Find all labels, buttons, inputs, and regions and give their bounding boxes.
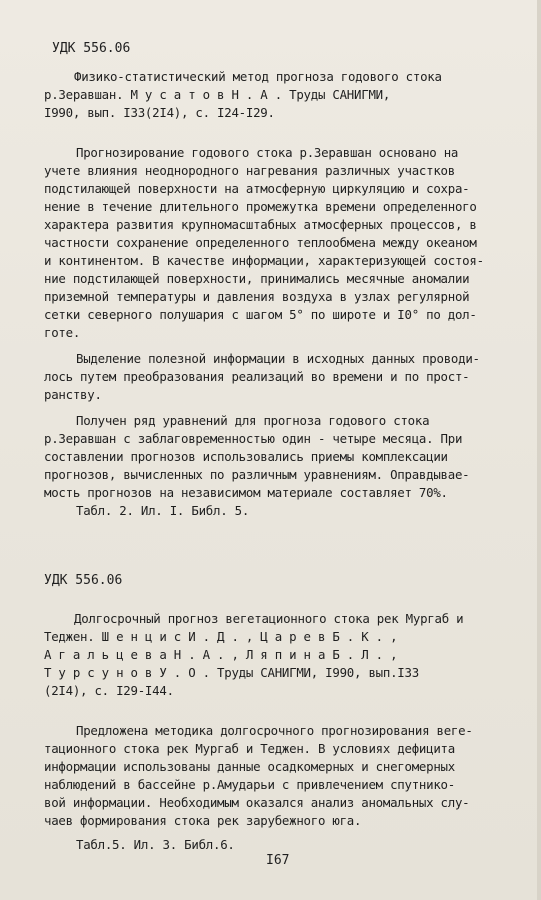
abstract-1-paragraph-2 <box>44 350 519 404</box>
citation-2-line: Т у р с у н о в У . О . Труды САНИГМИ, I990, вып.I33 <box>44 665 419 680</box>
references-2: Табл.5. Ил. 3. Библ.6. <box>76 837 235 852</box>
citation-2-line: (2I4), с. I29-I44. <box>44 683 174 698</box>
text-line: мость прогнозов на независимом материале составляет 70%. <box>44 485 448 500</box>
text-line: учете влияния неоднородного нагревания различных участков <box>44 163 455 178</box>
text-line: р.Зеравшан с заблаговременностью один - четыре месяца. При <box>44 431 463 446</box>
citation-2-line: Долгосрочный прогноз вегетационного стока рек Мургаб и <box>74 611 464 626</box>
text-line: Получен ряд уравнений для прогноза годового стока <box>76 413 430 428</box>
text-line: Прогнозирование годового стока р.Зеравшан основано на <box>76 145 459 160</box>
text-line: частности сохранение определенного теплообмена между океаном <box>44 235 477 250</box>
text-line: прогнозов, вычисленных по различным уравнениям. Оправдывае- <box>44 467 470 482</box>
text-line: тационного стока рек Мургаб и Теджен. В условиях дефицита <box>44 741 455 756</box>
udk-code-2: УДК 556.06 <box>44 573 123 588</box>
citation-1 <box>44 68 519 122</box>
text-line: Предложена методика долгосрочного прогнозирования веге- <box>76 723 473 738</box>
citation-1-line: р.Зеравшан. М у с а т о в Н . А . Труды САНИГМИ, <box>44 87 391 102</box>
citation-1-line: I990, вып. I33(2I4), с. I24-I29. <box>44 105 275 120</box>
text-line: чаев формирования стока рек зарубежного юга. <box>44 813 362 828</box>
text-line: лось путем преобразования реализаций во времени и по прост- <box>44 369 470 384</box>
abstract-2-paragraph-1 <box>44 722 519 854</box>
page-number: I67 <box>266 853 290 868</box>
text-line: составлении прогнозов использовались приемы комплексации <box>44 449 448 464</box>
references-1: Табл. 2. Ил. I. Библ. 5. <box>76 503 250 518</box>
abstract-1-paragraph-3 <box>44 412 519 520</box>
citation-2-line: Теджен. Ш е н ц и с И . Д . , Ц а р е в Б . К . , <box>44 629 398 644</box>
citation-2 <box>44 610 519 700</box>
text-line: нение в течение длительного промежутка времени определенного <box>44 199 477 214</box>
text-line: сетки северного полушария с шагом 5° по широте и I0° по дол- <box>44 307 477 322</box>
text-line: ранству. <box>44 387 102 402</box>
citation-2-line: А г а л ь ц е в а Н . А . , Л я п и н а Б . Л . , <box>44 647 398 662</box>
text-line: и континентом. В качестве информации, характеризующей состоя- <box>44 253 484 268</box>
text-line: информации использованы данные осадкомерных и снегомерных <box>44 759 455 774</box>
citation-1-line: Физико-статистический метод прогноза годового стока <box>74 69 442 84</box>
text-line: ние подстилающей поверхности, принимались месячные аномалии <box>44 271 470 286</box>
text-line: готе. <box>44 325 81 340</box>
text-line: приземной температуры и давления воздуха в узлах регулярной <box>44 289 470 304</box>
text-line: вой информации. Необходимым оказался анализ аномальных слу- <box>44 795 470 810</box>
abstract-1-paragraph-1 <box>44 144 519 342</box>
text-line: характера развития крупномасштабных атмосферных процессов, в <box>44 217 477 232</box>
text-line: подстилающей поверхности на атмосферную циркуляцию и сохра- <box>44 181 470 196</box>
text-line: наблюдений в бассейне р.Амударьи с привлечением спутнико- <box>44 777 455 792</box>
udk-code-1: УДК 556.06 <box>52 41 131 56</box>
text-line: Выделение полезной информации в исходных данных проводи- <box>76 351 480 366</box>
